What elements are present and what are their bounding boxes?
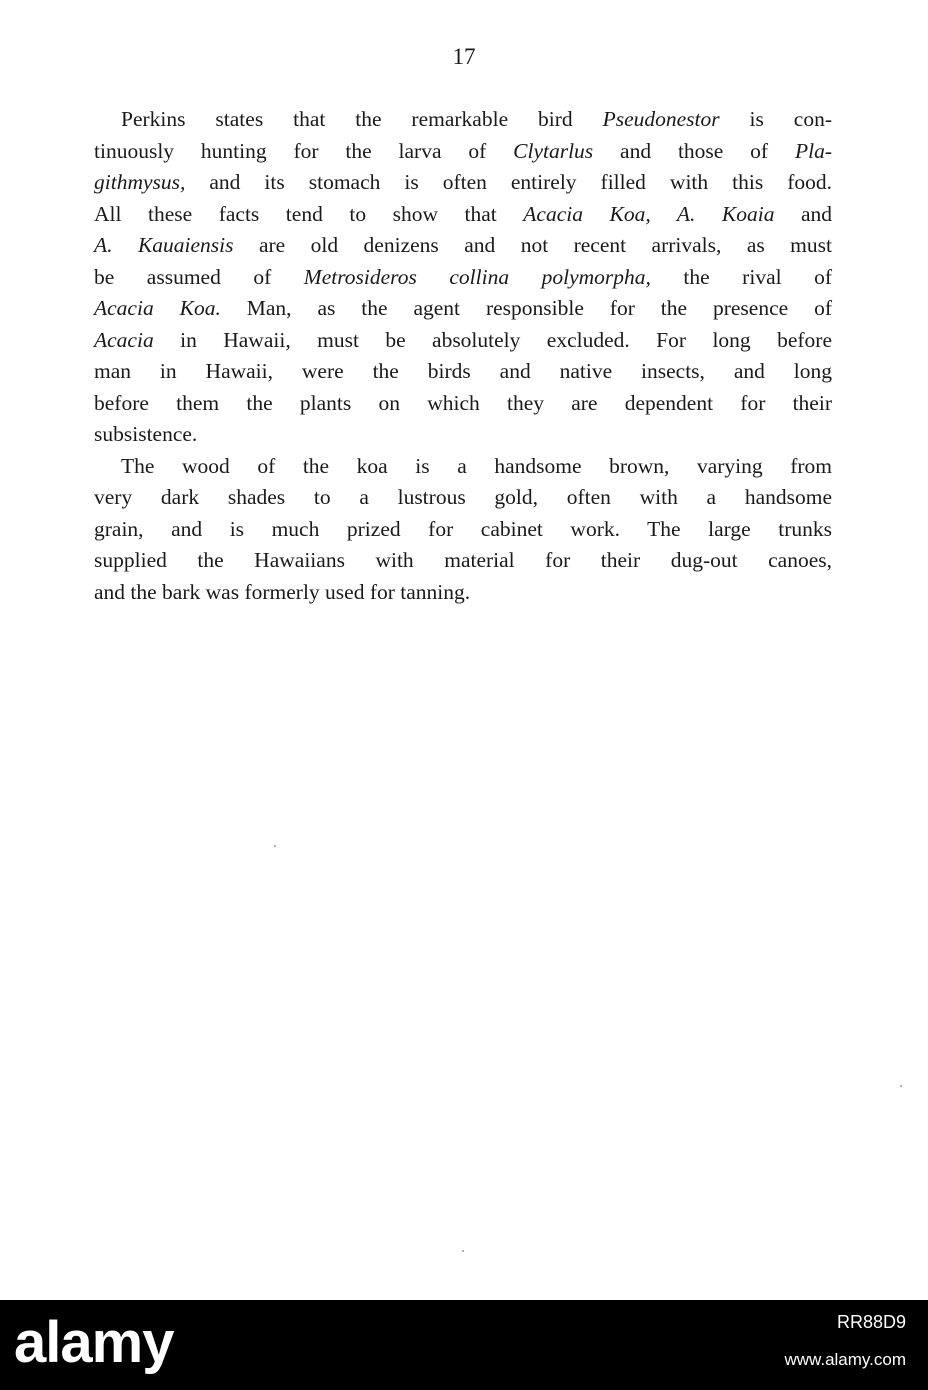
text-run: tinuously hunting for the larva of [94, 138, 514, 163]
text-line [94, 356, 832, 388]
alamy-logo [14, 1308, 173, 1378]
italic-term: githmysus, [94, 170, 186, 194]
text-line [94, 577, 832, 609]
text-line [94, 230, 832, 262]
scan-speck [900, 1085, 902, 1087]
body-text [94, 104, 832, 608]
paragraph [94, 104, 832, 451]
text-line [94, 451, 832, 483]
text-run: Man, as the agent responsible for the presence of [220, 296, 832, 320]
scan-speck [274, 845, 276, 847]
text-run: man in Hawaii, were the birds and native insects, and long [94, 359, 832, 383]
logo-text: alamy [14, 1310, 174, 1375]
text-line [94, 293, 832, 325]
text-run: The wood of the koa is a handsome brown, varying from [121, 453, 832, 478]
text-line [94, 325, 832, 357]
text-run: and the bark was formerly used for tanning. [94, 579, 471, 604]
italic-term: Acacia [94, 327, 154, 352]
text-line [94, 136, 832, 168]
page-number: 17 [452, 44, 476, 69]
italic-term: Pla- [794, 138, 832, 163]
italic-term: Metrosideros collina polymorpha, [303, 264, 651, 289]
italic-term: Pseudonestor [602, 107, 720, 131]
text-run: and its stomach is often entirely filled with this food. [185, 170, 832, 194]
italic-term: Acacia Koa. [94, 296, 221, 320]
text-line [94, 419, 832, 451]
text-run: Perkins states that the remarkable bird [121, 107, 603, 131]
scan-speck [462, 1250, 464, 1252]
italic-term: A. Kauaiensis [94, 233, 234, 257]
text-run: are old denizens and not recent arrivals, as must [233, 233, 832, 257]
text-line [94, 514, 832, 546]
text-line [94, 104, 832, 136]
text-line [94, 545, 832, 577]
text-line [94, 262, 832, 294]
text-run: is con- [719, 107, 832, 131]
text-run: supplied the Hawaiians with material for their dug-out canoes, [94, 548, 832, 572]
text-run: in Hawaii, must be absolutely excluded. For long before [153, 327, 832, 352]
italic-term: Acacia Koa, A. Koaia [523, 201, 775, 226]
site-url: www.alamy.com [784, 1350, 906, 1369]
text-run: All these facts tend to show that [94, 201, 524, 226]
text-run: be assumed of [94, 264, 304, 289]
text-run: and those of [593, 138, 795, 163]
text-run: the rival of [650, 264, 833, 289]
text-line [94, 482, 832, 514]
italic-term: Clytarlus [513, 138, 594, 163]
text-run: and [774, 201, 833, 226]
text-run: very dark shades to a lustrous gold, often with a handsome [94, 485, 832, 509]
text-line [94, 167, 832, 199]
text-line [94, 388, 832, 420]
paragraph [94, 451, 832, 609]
text-line [94, 199, 832, 231]
watermark-banner [0, 1300, 928, 1390]
text-run: subsistence. [94, 422, 198, 446]
text-run: grain, and is much prized for cabinet work. The large trunks [94, 516, 832, 541]
image-id: RR88D9 [836, 1312, 906, 1332]
text-run: before them the plants on which they are dependent for their [94, 390, 832, 415]
